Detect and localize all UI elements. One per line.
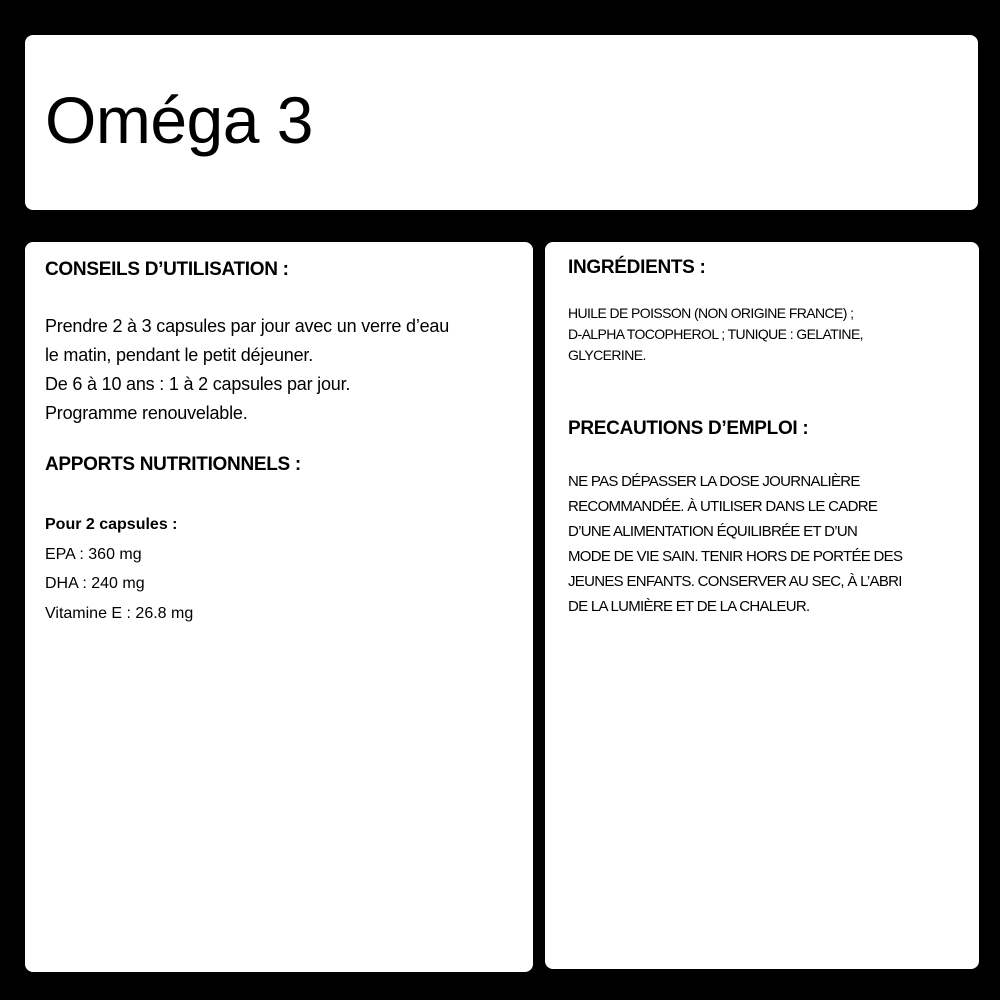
usage-line: Prendre 2 à 3 capsules par jour avec un verre d’eau — [45, 316, 450, 336]
precautions-text — [568, 469, 902, 619]
nutrition-item: EPA : 360 mg — [45, 545, 142, 563]
usage-instructions — [45, 312, 449, 428]
precautions-line: DE LA LUMIÈRE ET DE LA CHALEUR. — [568, 598, 810, 615]
precautions-line: RECOMMANDÉE. À UTILISER DANS LE CADRE — [568, 498, 878, 515]
usage-line: le matin, pendant le petit déjeuner. — [45, 345, 313, 365]
page-title: Oméga 3 — [45, 83, 313, 157]
ingredients-text — [568, 303, 863, 366]
ingredients-line: HUILE DE POISSON (NON ORIGINE FRANCE) ; — [568, 305, 854, 321]
nutrition-item: DHA : 240 mg — [45, 575, 145, 592]
ingredients-line: D-ALPHA TOCOPHEROL ; TUNIQUE : GELATINE, — [568, 326, 863, 342]
ingredients-line: GLYCERINE. — [568, 347, 646, 363]
ingredients-precautions-card — [545, 242, 979, 969]
precautions-line: D’UNE ALIMENTATION ÉQUILIBRÉE ET D’UN — [568, 523, 858, 540]
precautions-line: MODE DE VIE SAIN. TENIR HORS DE PORTÉE DES — [568, 548, 903, 565]
nutrition-per-label: Pour 2 capsules : — [45, 516, 178, 533]
usage-heading: CONSEILS D’UTILISATION : — [45, 259, 289, 280]
precautions-line: JEUNES ENFANTS. CONSERVER AU SEC, À L’ABRI — [568, 573, 902, 590]
nutrition-heading: APPORTS NUTRITIONNELS : — [45, 454, 301, 475]
usage-nutrition-card — [25, 242, 533, 972]
usage-line: De 6 à 10 ans : 1 à 2 capsules par jour. — [45, 374, 351, 394]
usage-line: Programme renouvelable. — [45, 403, 248, 423]
nutrition-list — [45, 510, 193, 628]
nutrition-item: Vitamine E : 26.8 mg — [45, 604, 194, 622]
ingredients-heading: INGRÉDIENTS : — [568, 257, 706, 278]
precautions-heading: PRECAUTIONS D’EMPLOI : — [568, 418, 809, 439]
precautions-line: NE PAS DÉPASSER LA DOSE JOURNALIÈRE — [568, 473, 860, 490]
title-card — [25, 35, 978, 210]
